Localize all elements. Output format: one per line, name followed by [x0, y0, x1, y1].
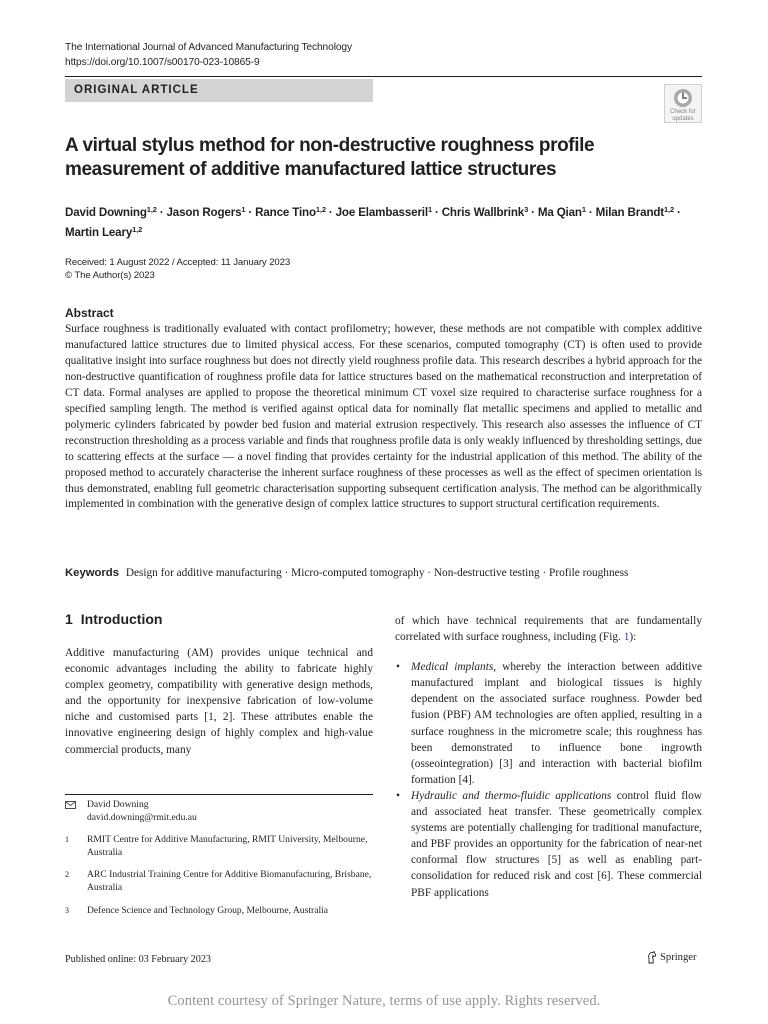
section-title: Introduction [80, 611, 163, 627]
author[interactable]: Joe Elambasseril$^1$ [335, 205, 432, 219]
author[interactable]: Rance Tino$^{1,2}$ [255, 205, 326, 219]
affiliation: 2 ARC Industrial Training Centre for Additive Biomanufacturing, Brisbane, Australia [65, 869, 372, 893]
author[interactable]: Chris Wallbrink$^3$ [441, 205, 529, 219]
publisher-logo[interactable] [646, 951, 696, 964]
section-heading-introduction [65, 611, 162, 627]
footnote-rule [65, 794, 373, 795]
author[interactable]: Martin Leary$^{1,2}$ [65, 225, 143, 239]
publisher-name: Springer [660, 952, 697, 963]
keywords-heading: Keywords [65, 567, 119, 579]
article-title: A virtual stylus method for non-destructive roughness profile measurement of additive manufactured lattice structures [65, 135, 595, 180]
received-accepted: Received: 1 August 2022 / Accepted: 11 January 2023 [65, 257, 291, 268]
copyright: © The Author(s) 2023 [65, 270, 155, 281]
keywords-list: Design for additive manufacturing · Micro-computed tomography · Non-destructive testing · Profile roughness [125, 567, 629, 579]
abstract-text: Surface roughness is traditionally evaluated with contact profilometry; however, these methods are not compatible with complex additive manufactured lattice structures due to limited physical access. For these scenarios, computed tomography (CT) is often used to provide qualitative insight into surface roughness but does not directly yield roughness profile data. This research describes a hybrid approach for the non-destructive quantification of roughness profile data for lattice structures based on the mathematical reconstruction and interpretation of CT data. Formal analyses are applied to propose the theoretical minimum CT voxel size required to characterise surface roughness for a specified sampling length. The method is verified against optical data for nominally flat metallic specimens and applied to metallic and polymeric cylinders fabricated by powder bed fusion and material extrusion respectively. This research also assesses the influence of CT reconstruction thresholding as a process variable and finds that roughness profile data is only weakly influenced by thresholding settings, due to scattering effects at the surface — a novel finding that provides certainty for the industrial application of this method. The ability of the proposed method to accurately characterise the inherent surface roughness of these processes as well as the effect of specimen orientation is thus demonstrated, enabling full geometric characterisation supporting subsequent certification analysis. The method can be algorithmically implemented in combination with the generative design of complex lattice structures to support structural certification requirements. [65, 323, 702, 511]
author-list: David Downing$^{1,2}$ · Jason Rogers$^1$ · Rance Tino$^{1,2}$ · Joe Elambasseril$^1$ · Chris Wallbrink$^3$ · Ma Qian$^1$ · Milan Brandt$^{1,2}$ · Martin Leary$^{1,2}$ [65, 205, 681, 239]
author[interactable]: Milan Brandt$^{1,2}$ [595, 205, 675, 219]
affiliation: 1 RMIT Centre for Additive Manufacturing, RMIT University, Melbourne, Australia [65, 834, 368, 858]
courtesy-notice: Content courtesy of Springer Nature, terms of use apply. Rights reserved. [167, 993, 601, 1009]
published-online: Published online: 03 February 2023 [65, 954, 212, 965]
abstract-heading: Abstract [65, 306, 114, 320]
corresponding-email[interactable]: david.downing@rmit.edu.au [87, 811, 197, 823]
author[interactable]: Ma Qian$^1$ [537, 205, 586, 219]
doi-link[interactable]: https://doi.org/10.1007/s00170-023-10865-9 [65, 57, 260, 68]
author[interactable]: Jason Rogers$^1$ [166, 205, 246, 219]
article-type-banner: ORIGINAL ARTICLE [65, 79, 373, 102]
journal-header [65, 40, 352, 70]
corresponding-author [65, 799, 373, 824]
check-for-updates-badge[interactable] [664, 84, 702, 123]
mail-icon [65, 801, 76, 809]
author[interactable]: David Downing$^{1,2}$ [65, 205, 157, 219]
intro-paragraph-right: of which have technical requirements that are fundamentally correlated with surface roughness, including (Fig. 1): [395, 615, 702, 644]
figure-link[interactable]: 1 [623, 631, 630, 644]
springer-horse-icon [646, 951, 657, 964]
article-dates [65, 256, 290, 282]
footnotes [65, 799, 373, 927]
intro-column-right [395, 613, 702, 901]
keywords [65, 566, 702, 581]
intro-paragraph-left: Additive manufacturing (AM) provides unique technical and economic advantages including the ability to fabricate highly complex geometry, compatibility with generative design methods, and the opportunity for inexpensive fabrication of low-volume niche and customised parts [1, 2]. These attributes enable the innovative engineering design of highly complex and high-value commercial products, many [65, 647, 373, 756]
section-number: 1 [65, 611, 73, 627]
list-item: • Medical implants, whereby the interaction between additive manufactured implant and biological tissues is highly dependent on the associated surface roughness. Powder bed fusion (PBF) AM technologies are often applied, resulting in a surface roughness in the micrometre scale; this roughness has been demonstrated to influence bone ingrowth (osseointegration) [3] and interaction with bacterial biofilm formation [4]. [395, 659, 702, 788]
corresponding-name: David Downing [87, 799, 149, 810]
header-rule [65, 76, 702, 77]
list-item: • Hydraulic and thermo-fluidic applications control fluid flow and associated heat transfer. These geometrically complex systems are potentially challenging for traditional manufacture, and PBF provides an opportunity for the fabrication of near-net conformal flow structures [5] as well as enabling part-consolidation for reduced risk and cost [6]. These commercial PBF applications [395, 788, 702, 901]
application-list [395, 659, 702, 900]
affiliation: 3 Defence Science and Technology Group, Melbourne, Australia [65, 904, 329, 916]
journal-name: The International Journal of Advanced Manufacturing Technology [65, 42, 352, 53]
check-updates-icon [673, 88, 693, 108]
check-updates-label: Check for updates [670, 109, 696, 122]
